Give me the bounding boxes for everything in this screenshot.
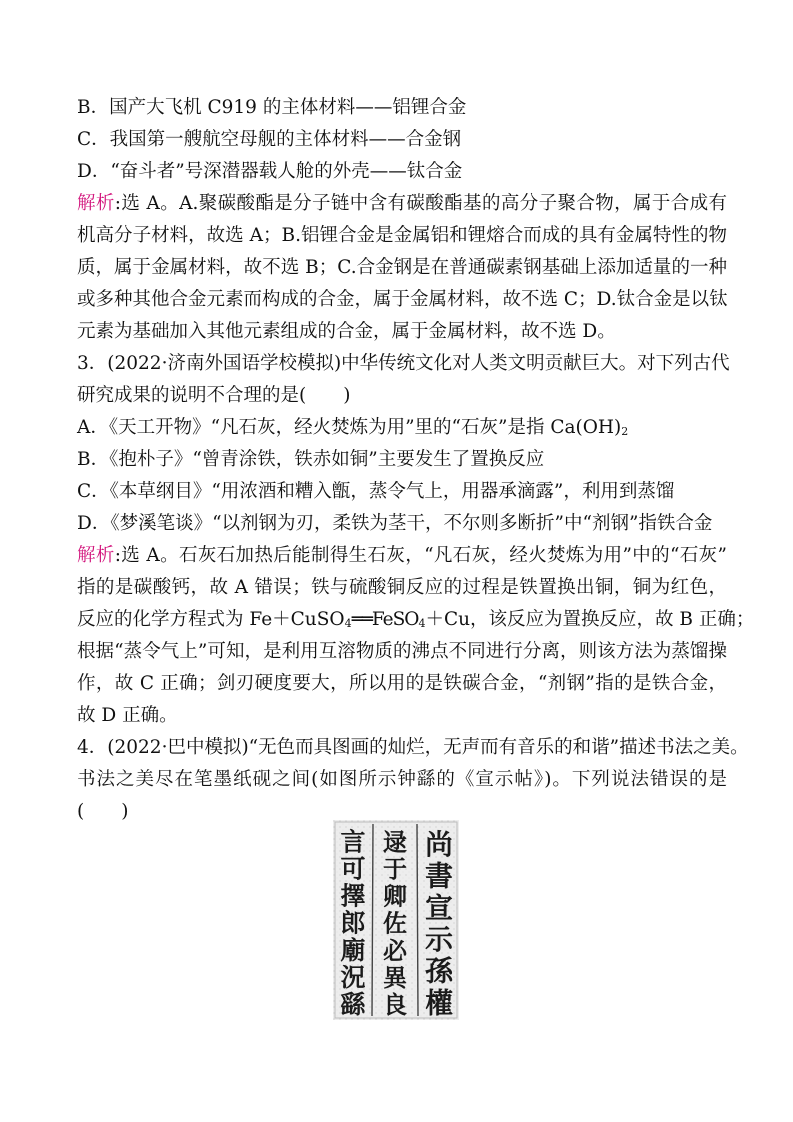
analysis-q3-line-2: 指的是碳酸钙，故 A 错误；铁与硫酸铜反应的过程是铁置换出铜，铜为红色， [77, 577, 727, 598]
calligraphy-char-right-0: 尚 [424, 827, 454, 861]
q3-option-d: D．《梦溪笔谈》“以剂钢为刃，柔铁为茎干，不尔则多断折”中“剂钢”指铁合金 [77, 513, 713, 534]
question-4-stem-2: 书法之美尽在笔墨纸砚之间(如图所示钟繇的《宣示帖》)。下列说法错误的是 [77, 769, 727, 790]
analysis-q3-line-3: 反应的化学方程式为 Fe＋CuSO$_4$══FeSO$_4$＋Cu，该反应为置换反应，故 B 正确； [77, 609, 755, 630]
calligraphy-char-middle-3: 佐 [383, 908, 407, 938]
analysis-q3-line-4: 根据“蒸令气上”可知，是利用互溶物质的沸点不同进行分离，则该方法为蒸馏操 [77, 641, 727, 662]
analysis-q2-line-5: 元素为基础加入其他元素组成的合金，属于金属材料，故不选 D。 [77, 321, 616, 342]
calligraphy-char-left-6: 繇 [340, 990, 366, 1020]
question-3-stem-2: 研究成果的说明不合理的是( ) [77, 385, 351, 406]
reaction-equals-sign: ══FeSO [351, 609, 419, 630]
calligraphy-char-middle-4: 必 [383, 935, 407, 965]
calligraphy-char-left-5: 況 [340, 962, 366, 992]
analysis-tag: 解析 [77, 545, 115, 566]
calligraphy-char-middle-6: 良 [383, 990, 407, 1020]
calligraphy-char-left-4: 廟 [340, 935, 366, 965]
calligraphy-char-left-0: 言 [340, 827, 366, 857]
calligraphy-char-left-3: 郎 [340, 908, 366, 938]
analysis-q2-line-2: 机高分子材料，故选 A；B.铝锂合金是金属铝和锂熔合而成的具有金属特性的物 [77, 225, 727, 246]
analysis-q3-line-1: 解析:选 A。石灰石加热后能制得生石灰，“凡石灰，经火焚炼为用”中的“石灰” [77, 545, 727, 566]
calligraphy-char-right-5: 權 [424, 986, 454, 1020]
option-c: C．我国第一艘航空母舰的主体材料——合金钢 [77, 129, 462, 150]
calligraphy-char-right-2: 宣 [424, 891, 454, 925]
option-d: D．“奋斗者”号深潜器载人舱的外壳——钛合金 [77, 161, 463, 182]
analysis-q3-line-6: 故 D 正确。 [77, 705, 178, 726]
q3-option-a: A．《天工开物》“凡石灰，经火焚炼为用”里的“石灰”是指 $Ca(OH)_2$ [77, 417, 629, 438]
question-3-stem-1: 3．(2022·济南外国语学校模拟)中华传统文化对人类文明贡献巨大。对下列古代 [77, 353, 730, 374]
calligraphy-char-right-1: 書 [424, 859, 454, 893]
option-b: B．国产大飞机 C919 的主体材料——铝锂合金 [77, 97, 467, 118]
calligraphy-char-middle-0: 逯 [383, 827, 407, 857]
analysis-q2-line-3: 质，属于金属材料，故不选 B；C.合金钢是在普通碳素钢基础上添加适量的一种 [77, 257, 727, 278]
calligraphy-char-right-3: 示 [424, 922, 454, 956]
calligraphy-char-middle-2: 卿 [383, 881, 407, 911]
calligraphy-char-middle-1: 于 [383, 854, 407, 884]
analysis-q2-line-1: 解析:选 A。A.聚碳酸酯是分子链中含有碳酸酯基的高分子聚合物，属于合成有 [77, 193, 727, 214]
question-4-stem-1: 4．(2022·巴中模拟)“无色而具图画的灿烂，无声而有音乐的和谐”描述书法之美。 [77, 737, 749, 758]
q3-option-b: B．《抱朴子》“曾青涂铁，铁赤如铜”主要发生了置换反应 [77, 449, 545, 470]
calligraphy-char-middle-5: 異 [383, 962, 407, 992]
analysis-tag: 解析 [77, 193, 115, 214]
calligraphy-char-right-4: 孫 [424, 954, 454, 988]
analysis-q2-line-4: 或多种其他合金元素而构成的合金，属于金属材料，故不选 C；D.钛合金是以钛 [77, 289, 728, 310]
question-4-stem-3: ( ) [77, 801, 129, 822]
calligraphy-image [333, 820, 459, 1020]
calligraphy-svg [333, 820, 459, 1020]
calligraphy-char-left-1: 可 [340, 854, 366, 884]
calligraphy-char-left-2: 擇 [340, 881, 366, 911]
analysis-q3-line-5: 作，故 C 正确；剑刃硬度要大，所以用的是铁碳合金，“剂钢”指的是铁合金， [77, 673, 727, 694]
document-body [77, 92, 755, 828]
q3-option-c: C．《本草纲目》“用浓酒和糟入甑，蒸令气上，用器承滴露”，利用到蒸馏 [77, 481, 675, 502]
